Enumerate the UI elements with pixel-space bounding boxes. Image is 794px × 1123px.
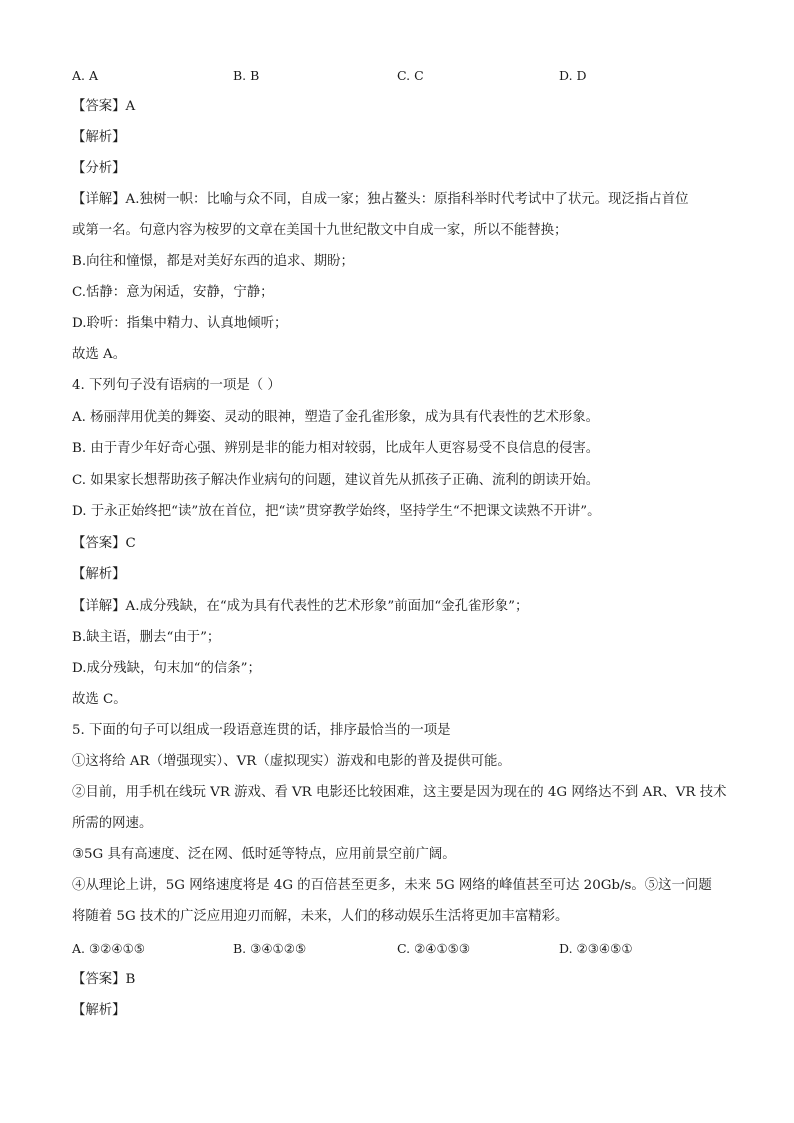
q5-sentence: ④从理论上讲，5G 网络速度将是 4G 的百倍甚至更多，未来 5G 网络的峰值甚至可达 20Gb/s。⑤这一问题 bbox=[72, 878, 712, 893]
q3-analysis-label: 【解析】 bbox=[72, 130, 126, 145]
q4-option-d: D. 于永正始终把“读”放在首位，把“读”贯穿教学始终，坚持学生“不把课文读熟不开讲”。 bbox=[72, 504, 601, 519]
q4-stem: 4. 下列句子没有语病的一项是（ ） bbox=[72, 378, 281, 393]
q5-sentence: ①这将给 AR（增强现实）、VR（虚拟现实）游戏和电影的普及提供可能。 bbox=[72, 754, 511, 769]
q3-option-c: C. C bbox=[397, 68, 424, 83]
q4-detail-line: B.缺主语，删去“由于”； bbox=[72, 630, 221, 645]
q5-answer: 【答案】B bbox=[72, 972, 136, 987]
q3-option-d: D. D bbox=[559, 68, 587, 83]
q5-option-a: A. ③②④①⑤ bbox=[72, 941, 146, 956]
q3-detail-line: 或第一名。句意内容为桉罗的文章在美国十九世纪散文中自成一家，所以不能替换； bbox=[72, 223, 568, 238]
q4-conclusion: 故选 C。 bbox=[72, 692, 127, 707]
q5-sentence: 将随着 5G 技术的广泛应用迎刃而解，未来，人们的移动娱乐生活将更加丰富精彩。 bbox=[72, 909, 569, 924]
q3-answer: 【答案】A bbox=[72, 99, 136, 114]
q5-option-d: D. ②③④⑤① bbox=[559, 941, 633, 956]
q3-detail-line: C.恬静：意为闲适，安静，宁静； bbox=[72, 285, 274, 300]
q4-detail-line: D.成分残缺，句末加“的信条”； bbox=[72, 661, 261, 676]
q5-sentence: 所需的网速。 bbox=[72, 816, 153, 831]
q5-sentence: ②目前，用手机在线玩 VR 游戏、看 VR 电影还比较困难，这主要是因为现在的 4G 网络达不到 AR、VR 技术 bbox=[72, 785, 727, 800]
q3-option-b: B. B bbox=[233, 68, 260, 83]
q5-option-c: C. ②④①⑤③ bbox=[397, 941, 471, 956]
q3-detail-line: B.向往和憧憬，都是对美好东西的追求、期盼； bbox=[72, 254, 354, 269]
q5-option-b: B. ③④①②⑤ bbox=[233, 941, 307, 956]
q4-option-a: A. 杨丽萍用优美的舞姿、灵动的眼神，塑造了金孔雀形象，成为具有代表性的艺术形象。 bbox=[72, 410, 600, 425]
q3-detail-line: 【详解】A.独树一帜：比喻与众不同，自成一家；独占鳌头：原指科举时代考试中了状元。现泛指占首位 bbox=[72, 192, 689, 207]
q4-detail-line: 【详解】A.成分残缺，在“成为具有代表性的艺术形象”前面加“金孔雀形象”； bbox=[72, 599, 529, 614]
q3-fenxi-label: 【分析】 bbox=[72, 161, 126, 176]
q3-detail-line: D.聆听：指集中精力、认真地倾听； bbox=[72, 316, 288, 331]
q4-option-b: B. 由于青少年好奇心强、辨别是非的能力相对较弱，比成年人更容易受不良信息的侵害。 bbox=[72, 441, 600, 456]
q5-sentence: ③5G 具有高速度、泛在网、低时延等特点，应用前景空前广阔。 bbox=[72, 847, 456, 862]
q3-conclusion: 故选 A。 bbox=[72, 347, 127, 362]
q4-answer: 【答案】C bbox=[72, 536, 136, 551]
q4-analysis-label: 【解析】 bbox=[72, 567, 126, 582]
q5-analysis-label: 【解析】 bbox=[72, 1003, 126, 1018]
q5-stem: 5. 下面的句子可以组成一段语意连贯的话，排序最恰当的一项是 bbox=[72, 723, 451, 738]
q4-option-c: C. 如果家长想帮助孩子解决作业病句的问题，建议首先从抓孩子正确、流利的朗读开始。 bbox=[72, 473, 600, 488]
q3-option-a: A. A bbox=[72, 68, 99, 83]
